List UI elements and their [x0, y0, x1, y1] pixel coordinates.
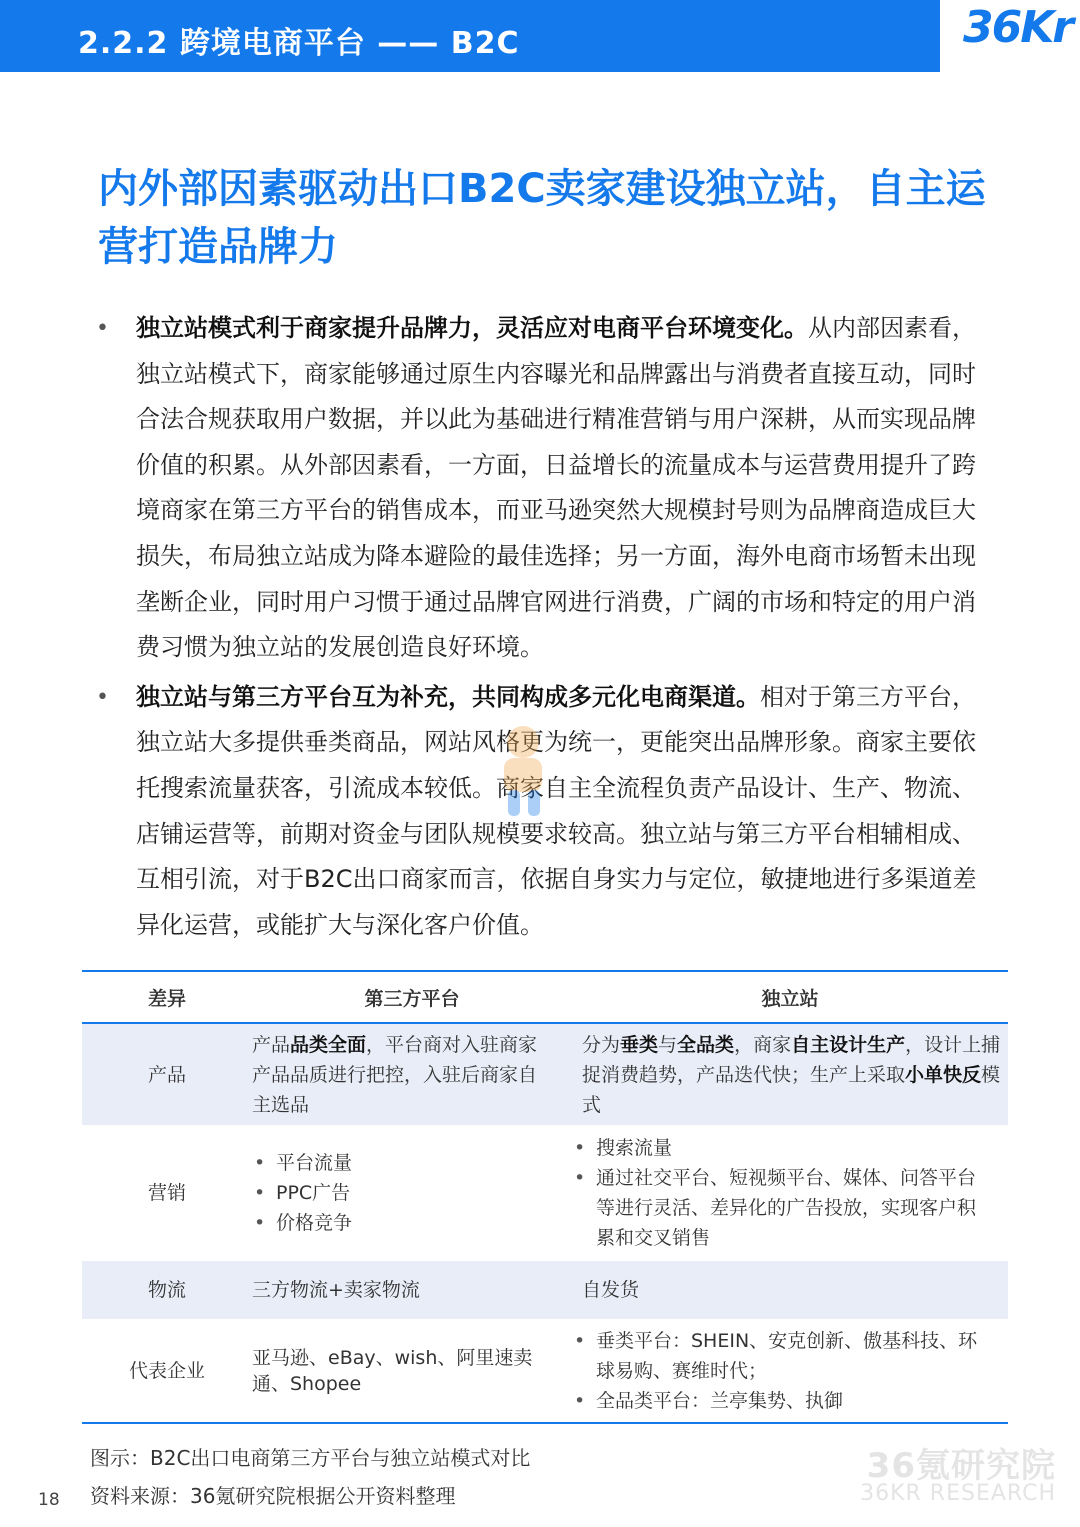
bullet-body: 从内部因素看，独立站模式下，商家能够通过原生内容曝光和品牌露出与消费者直接互动，同时合法合规获取用户数据，并以此为基础进行精准营销与用户深耕，从而实现品牌价值的积累。从外部因素看，一方面，日益增长的流量成本与运营费用提升了跨境商家在第三方平台的销售成本，而亚马逊突然大规模封号则为品牌商造成巨大损失，布局独立站成为降本避险的最佳选择；另一方面，海外电商市场暂未出现垄断企业，同时用户习惯于通过品牌官网进行消费，广阔的市场和特定的用户消费习惯为独立站的发展创造良好环境。 [136, 314, 976, 662]
list-item: • 搜索流量 [572, 1133, 992, 1163]
figure-caption: 图示：B2C出口电商第三方平台与独立站模式对比 [90, 1446, 531, 1470]
logo [940, 0, 1080, 72]
brand-watermark-cn: 36氪研究院 [866, 1446, 1056, 1486]
feature-list [252, 1148, 572, 1238]
cell-third-party: 亚马逊、eBay、wish、阿里速卖通、Shopee [252, 1319, 572, 1423]
bullet-icon: • [96, 684, 109, 710]
list-item: • 全品类平台：兰亭集势、执御 [572, 1386, 992, 1416]
header-cell: 独立站 [572, 971, 1008, 1023]
header-cell: 差异 [82, 971, 252, 1023]
brand-watermark-en: 36KR RESEARCH [860, 1481, 1056, 1506]
cell-third-party: 三方物流+卖家物流 [252, 1261, 572, 1319]
bullet-lead: 独立站与第三方平台互为补充，共同构成多元化电商渠道。 [136, 682, 760, 711]
feature-list [572, 1326, 992, 1416]
list-item: • 垂类平台：SHEIN、安克创新、傲基科技、环球易购、赛维时代； [572, 1326, 992, 1386]
header-cell: 第三方平台 [252, 971, 572, 1023]
cell-third-party [252, 1125, 572, 1261]
table-row-logistics [82, 1261, 1008, 1319]
bullet-body: 相对于第三方平台，独立站大多提供垂类商品，网站风格更为统一，更能突出品牌形象。商家主要依托搜索流量获客，引流成本较低。商家自主全流程负责产品设计、生产、物流、店铺运营等，前期对资金与团队规模要求较高。独立站与第三方平台相辅相成、互相引流，对于B2C出口商家而言，依据自身实力与定位，敏捷地进行多渠道差异化运营，或能扩大与深化客户价值。 [136, 682, 977, 939]
list-item: • 通过社交平台、短视频平台、媒体、问答平台等进行灵活、差异化的广告投放，实现客户积累和交叉销售 [572, 1163, 992, 1253]
mascot-watermark-icon [468, 712, 578, 822]
table-row-companies [82, 1319, 1008, 1423]
row-label: 代表企业 [82, 1319, 252, 1423]
page-number: 18 [38, 1490, 60, 1510]
cell-independent [572, 1319, 1008, 1423]
feature-list [572, 1133, 992, 1253]
source-note: 资料来源：36氪研究院根据公开资料整理 [90, 1484, 456, 1508]
section-title: 2.2.2 跨境电商平台 —— B2C [78, 26, 520, 61]
table-row-product [82, 1023, 1008, 1125]
bullet-item [96, 306, 986, 671]
row-label: 营销 [147, 1182, 186, 1204]
list-item: • PPC广告 [252, 1178, 572, 1208]
cell-independent: 自发货 [572, 1261, 1008, 1319]
comparison-table [82, 970, 1008, 1424]
page-headline: 内外部因素驱动出口B2C卖家建设独立站，自主运营打造品牌力 [98, 166, 986, 270]
cell-third-party: 产品品类全面，平台商对入驻商家产品品质进行把控，入驻后商家自主选品 [252, 1023, 572, 1125]
logo-text: 36Kr [962, 2, 1072, 53]
header-bar [0, 0, 1080, 72]
cell-independent: 分为垂类与全品类，商家自主设计生产，设计上捕捉消费趋势，产品迭代快；生产上采取小单快反模式 [572, 1023, 1008, 1125]
list-item: • 价格竞争 [252, 1208, 572, 1238]
table-header-row [82, 971, 1008, 1023]
row-label: 物流 [82, 1261, 252, 1319]
cell-independent [572, 1125, 1008, 1261]
list-item: • 平台流量 [252, 1148, 572, 1178]
row-label: 产品 [82, 1023, 252, 1125]
bullet-icon: • [96, 316, 109, 341]
table-row-marketing [82, 1125, 1008, 1261]
bullet-list [96, 306, 986, 948]
bullet-lead: 独立站模式利于商家提升品牌力，灵活应对电商平台环境变化。 [136, 314, 808, 342]
